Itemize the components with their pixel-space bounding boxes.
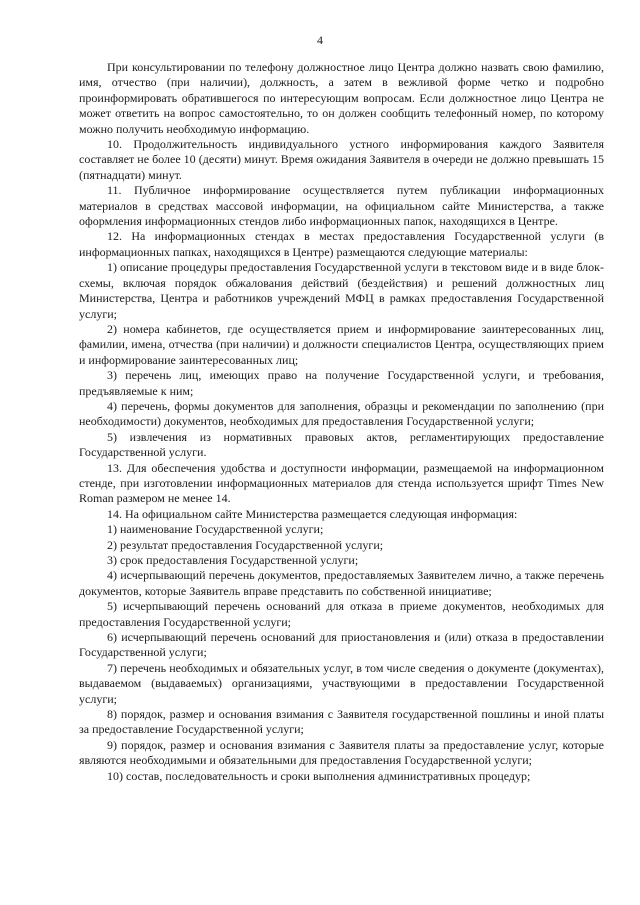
list-item: 4) перечень, формы документов для заполнения, образцы и рекомендации по заполнению (при необходимости) документов, необходимых для предоставления Государственной услуги;	[79, 398, 604, 429]
paragraph: 11. Публичное информирование осуществляется путем публикации информационных материалов в средствах массовой информации, на официальном сайте Министерства, а также оформления информационных стендов либо информационных папок, находящихся в Центре.	[79, 183, 604, 229]
list-item: 4) исчерпывающий перечень документов, предоставляемых Заявителем лично, а также перечень документов, которые Заявитель вправе представить по собственной инициативе;	[79, 568, 604, 598]
list-item: 1) описание процедуры предоставления Государственной услуги в текстовом виде и в виде блок-схемы, включая порядок обжалования действий (бездействия) и решений должностных лиц Министерства, Центра и работников учреждений МФЦ в рамках предоставления Государственной услуги;	[79, 260, 604, 321]
list-item: 5) извлечения из нормативных правовых актов, регламентирующих предоставление Государственной услуги.	[79, 429, 604, 460]
list-item: 5) исчерпывающий перечень оснований для отказа в приеме документов, необходимых для предоставления Государственной услуги;	[79, 599, 604, 629]
paragraph: 10. Продолжительность индивидуального устного информирования каждого Заявителя составляет не более 10 (десяти) минут. Время ожидания Заявителя в очереди не должно превышать 15 (пятнадцати) минут.	[79, 137, 604, 182]
list-item: 3) срок предоставления Государственной услуги;	[107, 553, 359, 567]
list-item: 1) наименование Государственной услуги;	[107, 522, 324, 537]
paragraph: При консультировании по телефону должностное лицо Центра должно назвать свою фамилию, имя, отчество (при наличии), должность, а затем в вежливой форме четко и подробно проинформировать обратившегося по интересующим вопросам. Если должностное лицо Центра не может ответить на вопрос самостоятельно, то он должен сообщить телефонный номер, по которому можно получить необходимую информацию.	[79, 60, 604, 136]
document-body	[79, 60, 604, 784]
paragraph: 12. На информационных стендах в местах предоставления Государственной услуги (в информационных папках, находящихся в Центре) размещаются следующие материалы:	[79, 229, 604, 259]
page-number: 4	[317, 33, 323, 47]
list-item: 9) порядок, размер и основания взимания с Заявителя платы за предоставление услуг, которые являются необходимыми и обязательными для предоставления Государственной услуги;	[79, 737, 604, 768]
list-item: 6) исчерпывающий перечень оснований для приостановления и (или) отказа в предоставлении Государственной услуги;	[79, 630, 604, 660]
list-item: 8) порядок, размер и основания взимания с Заявителя государственной пошлины и иной платы за предоставление Государственной услуги;	[79, 707, 604, 737]
list-item: 2) результат предоставления Государственной услуги;	[107, 537, 384, 552]
list-item: 10) состав, последовательность и сроки выполнения административных процедур;	[107, 768, 531, 783]
paragraph: 13. Для обеспечения удобства и доступности информации, размещаемой на информационном стенде, при изготовлении информационных материалов для стенда используется шрифт Times New Roman размером не менее 14.	[79, 460, 604, 506]
list-item: 7) перечень необходимых и обязательных услуг, в том числе сведения о документе (документах), выдаваемом (выдаваемых) организациями, участвующими в предоставлении Государственной услуги;	[79, 660, 604, 706]
list-item: 2) номера кабинетов, где осуществляется прием и информирование заинтересованных лиц, фамилии, имена, отчества (при наличии) и должности специалистов Центра, осуществляющих прием и информирование заинтересованных лиц;	[79, 321, 604, 367]
list-item: 3) перечень лиц, имеющих право на получение Государственной услуги, и требования, предъявляемые к ним;	[79, 368, 604, 398]
paragraph: 14. На официальном сайте Министерства размещается следующая информация:	[107, 506, 518, 521]
